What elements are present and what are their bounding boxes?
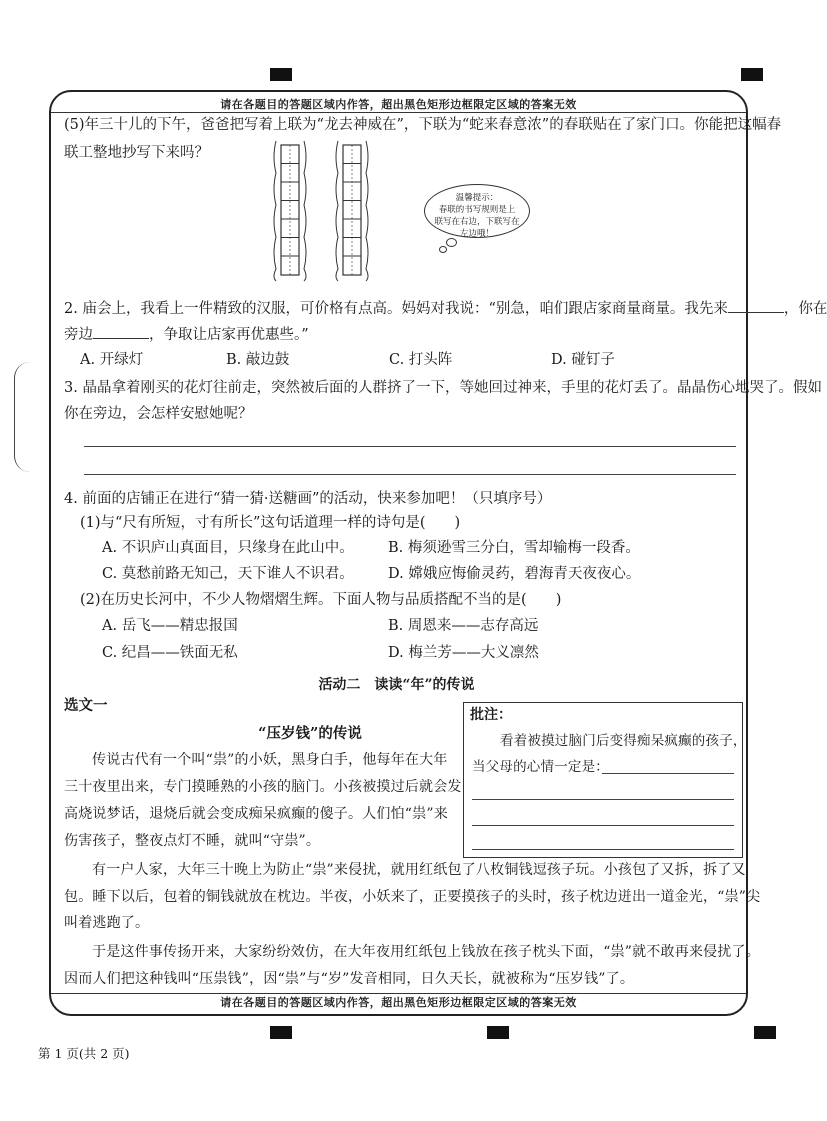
q2-text-line2 xyxy=(64,324,309,345)
q5-text-line2: 联工整地抄写下来吗？ xyxy=(64,145,209,161)
q2-option-b[interactable]: B. 敲边鼓 xyxy=(226,352,290,368)
registration-mark xyxy=(270,68,292,81)
q2-text: ，争取让店家再优惠些。” xyxy=(149,327,309,343)
warning-banner-bottom: 请在各题目的答题区域内作答，超出黑色矩形边框限定区域的答案无效 xyxy=(220,996,577,1009)
couplet-grid-right[interactable] xyxy=(333,137,371,283)
registration-mark xyxy=(741,68,763,81)
q2-option-d[interactable]: D. 碰钉子 xyxy=(551,352,615,368)
q3-answer-line[interactable] xyxy=(84,474,736,475)
q4-sub2-option-b[interactable]: B. 周恩来——志存高远 xyxy=(388,618,539,634)
registration-mark xyxy=(754,1026,776,1039)
q3-answer-line[interactable] xyxy=(84,446,736,447)
q4-sub2-option-d[interactable]: D. 梅兰芳——大义凛然 xyxy=(388,645,539,661)
activity-title: 活动二 读读“年”的传说 xyxy=(318,677,475,693)
q4-sub1: (1)与“尺有所短，寸有所长”这句话道理一样的诗句是( ) xyxy=(80,515,461,531)
story-line: 叫着逃跑了。 xyxy=(64,915,150,931)
tip-line: 联写在右边，下联写在 xyxy=(434,217,520,227)
q2-text: ，你在 xyxy=(783,301,827,317)
tip-line: 春联的书写规则是上 xyxy=(438,205,516,215)
q2-text: 2. 庙会上，我看上一件精致的汉服，可价格有点高。妈妈对我说：“别急，咱们跟店家商量商量。我先来 xyxy=(64,301,728,317)
q3-text-line2: 你在旁边，会怎样安慰她呢？ xyxy=(64,406,253,422)
annotation-answer-line[interactable] xyxy=(472,799,734,800)
q4-sub1-option-b[interactable]: B. 梅须逊雪三分白，雪却输梅一段香。 xyxy=(388,540,640,556)
q2-blank-1[interactable] xyxy=(728,298,784,313)
tip-line: 左边哦！ xyxy=(459,229,494,239)
story-title: “压岁钱”的传说 xyxy=(258,725,362,742)
registration-mark xyxy=(487,1026,509,1039)
registration-mark xyxy=(270,1026,292,1039)
q4-sub2: (2)在历史长河中，不少人物熠熠生辉。下面人物与品质搭配不当的是( ) xyxy=(80,592,562,608)
q2-option-c[interactable]: C. 打头阵 xyxy=(389,352,453,368)
q4-sub1-option-a[interactable]: A. 不识庐山真面目，只缘身在此山中。 xyxy=(102,540,354,556)
annotation-answer-line[interactable] xyxy=(602,773,734,774)
q4-intro: 4. 前面的店铺正在进行“猜一猜·送糖画”的活动，快来参加吧！（只填序号） xyxy=(64,491,552,507)
q2-text-line1 xyxy=(64,298,827,319)
q4-sub2-option-c[interactable]: C. 纪昌——铁面无私 xyxy=(102,645,238,661)
binding-edge xyxy=(14,362,31,472)
annotation-answer-line[interactable] xyxy=(472,825,734,826)
tip-title: 温馨提示： xyxy=(455,193,499,203)
q2-text: 旁边 xyxy=(64,327,93,343)
warning-banner-top: 请在各题目的答题区域内作答，超出黑色矩形边框限定区域的答案无效 xyxy=(220,98,577,111)
story-line: 传说古代有一个叫“祟”的小妖，黑身白手，他每年在大年 xyxy=(92,752,448,768)
section-label: 选文一 xyxy=(64,697,108,714)
bubble-tail-dot xyxy=(439,246,447,253)
tip-bubble xyxy=(424,184,530,238)
q2-blank-2[interactable] xyxy=(93,324,149,339)
couplet-grid-left[interactable] xyxy=(271,137,309,283)
story-line: 于是这件事传扬开来，大家纷纷效仿，在大年夜用红纸包上钱放在孩子枕头下面，“祟”就不敢再来侵扰了。 xyxy=(92,944,760,960)
annotation-answer-line[interactable] xyxy=(472,849,734,850)
q3-text-line1: 3. 晶晶拿着刚买的花灯往前走，突然被后面的人群挤了一下，等她回过神来，手里的花灯丢了。晶晶伤心地哭了。假如 xyxy=(64,380,822,396)
q5-text-line1: (5)年三十儿的下午，爸爸把写着上联为“龙去神威在”，下联为“蛇来春意浓”的春联贴在了家门口。你能把这幅春 xyxy=(64,117,782,133)
q4-sub2-option-a[interactable]: A. 岳飞——精忠报国 xyxy=(102,618,238,634)
bubble-tail-dot xyxy=(446,238,457,247)
q4-sub1-option-c[interactable]: C. 莫愁前路无知己，天下谁人不识君。 xyxy=(102,566,354,582)
q2-option-a[interactable]: A. 开绿灯 xyxy=(80,352,144,368)
divider xyxy=(51,112,746,113)
page-footer: 第 1 页(共 2 页) xyxy=(38,1046,130,1061)
story-line: 高烧说梦话，退烧后就会变成痴呆疯癫的傻子。人们怕“祟”来 xyxy=(64,806,448,822)
annotation-prompt-line2: 当父母的心情一定是： xyxy=(472,759,609,775)
story-line: 因而人们把这种钱叫“压祟钱”，因“祟”与“岁”发音相同，日久天长，就被称为“压岁钱”了。 xyxy=(64,971,635,987)
story-line: 有一户人家，大年三十晚上为防止“祟”来侵扰，就用红纸包了八枚铜钱逗孩子玩。小孩包了又拆，拆了又 xyxy=(92,862,746,878)
q4-sub1-option-d[interactable]: D. 嫦娥应悔偷灵药，碧海青天夜夜心。 xyxy=(388,566,641,582)
story-line: 三十夜里出来，专门摸睡熟的小孩的脑门。小孩被摸过后就会发 xyxy=(64,779,462,795)
annotation-prompt-line1: 看着被摸过脑门后变得痴呆疯癫的孩子， xyxy=(500,733,747,749)
annotation-box xyxy=(463,702,747,858)
story-line: 伤害孩子，整夜点灯不睡，就叫“守祟”。 xyxy=(64,833,321,849)
story-line: 包。睡下以后，包着的铜钱就放在枕边。半夜，小妖来了，正要摸孩子的头时，孩子枕边迸出一道金光，“祟”尖 xyxy=(64,889,761,905)
annotation-label: 批注： xyxy=(470,707,512,723)
